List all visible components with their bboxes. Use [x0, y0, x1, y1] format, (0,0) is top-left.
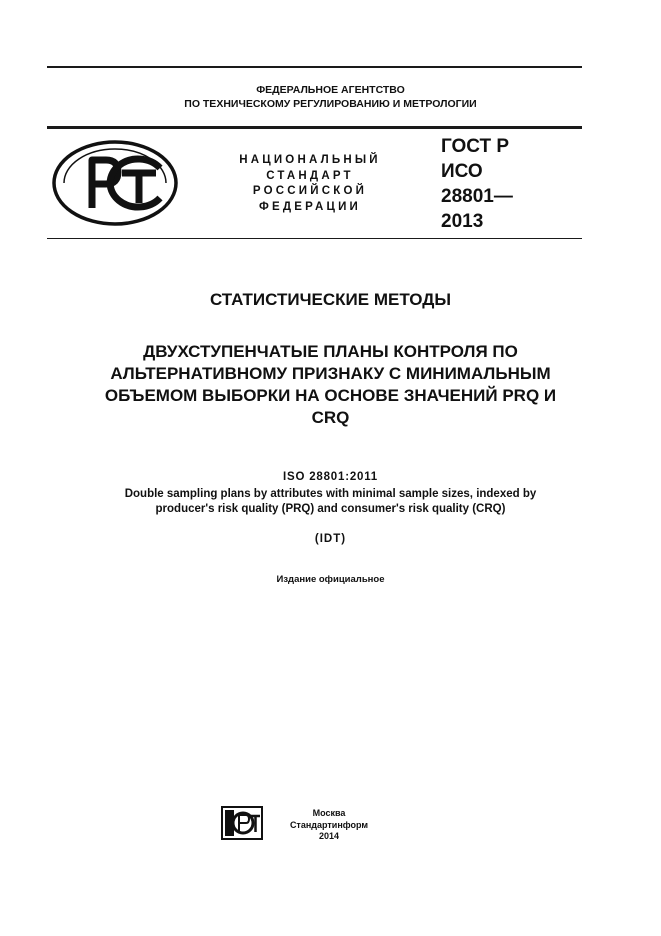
lower-header-rule — [47, 238, 582, 239]
subtitle-line-3: ОБЪЕМОМ ВЫБОРКИ НА ОСНОВЕ ЗНАЧЕНИЙ PRQ И — [104, 386, 557, 405]
agency-line-1: ФЕДЕРАЛЬНОЕ АГЕНТСТВО — [256, 84, 405, 96]
agency-header — [0, 83, 661, 111]
idt-marker: (IDT) — [314, 533, 347, 545]
subtitle-line-2: АЛЬТЕРНАТИВНОМУ ПРИЗНАКУ С МИНИМАЛЬНЫМ — [110, 364, 551, 383]
publisher-block — [279, 808, 379, 843]
number-line-2: ИСО — [441, 161, 483, 182]
label-line-4: ФЕДЕРАЦИИ — [258, 200, 362, 213]
national-standard-label — [215, 153, 405, 215]
edition-label: Издание официальное — [276, 574, 385, 585]
english-line-2: producer's risk quality (PRQ) and consumer's risk quality (CRQ) — [155, 503, 506, 515]
publisher-year: 2014 — [318, 831, 340, 841]
document-subtitle — [60, 341, 601, 429]
rst-emblem-icon — [52, 140, 178, 226]
english-line-1: Double sampling plans by attributes with minimal sample sizes, indexed by — [124, 488, 537, 500]
label-line-2: СТАНДАРТ — [266, 169, 354, 182]
document-title: СТАТИСТИЧЕСКИЕ МЕТОДЫ — [209, 290, 452, 309]
standartinform-logo-icon — [221, 806, 263, 840]
agency-line-2: ПО ТЕХНИЧЕСКОМУ РЕГУЛИРОВАНИЮ И МЕТРОЛОГИИ — [184, 98, 477, 110]
publisher-name: Стандартинформ — [289, 819, 369, 830]
standard-number — [441, 134, 581, 234]
header-rule — [47, 126, 582, 129]
number-line-4: 2013 — [441, 211, 484, 232]
label-line-3: РОССИЙСКОЙ — [252, 185, 368, 197]
subtitle-line-1: ДВУХСТУПЕНЧАТЫЕ ПЛАНЫ КОНТРОЛЯ ПО — [143, 342, 518, 361]
subtitle-line-4: CRQ — [311, 408, 350, 427]
iso-number: ISO 28801:2011 — [283, 471, 378, 483]
top-rule — [47, 66, 582, 68]
english-title — [80, 487, 581, 517]
publisher-city: Москва — [312, 808, 346, 818]
number-line-3: 28801— — [441, 186, 513, 207]
label-line-1: НАЦИОНАЛЬНЫЙ — [239, 154, 381, 166]
number-line-1: ГОСТ Р — [441, 136, 510, 157]
